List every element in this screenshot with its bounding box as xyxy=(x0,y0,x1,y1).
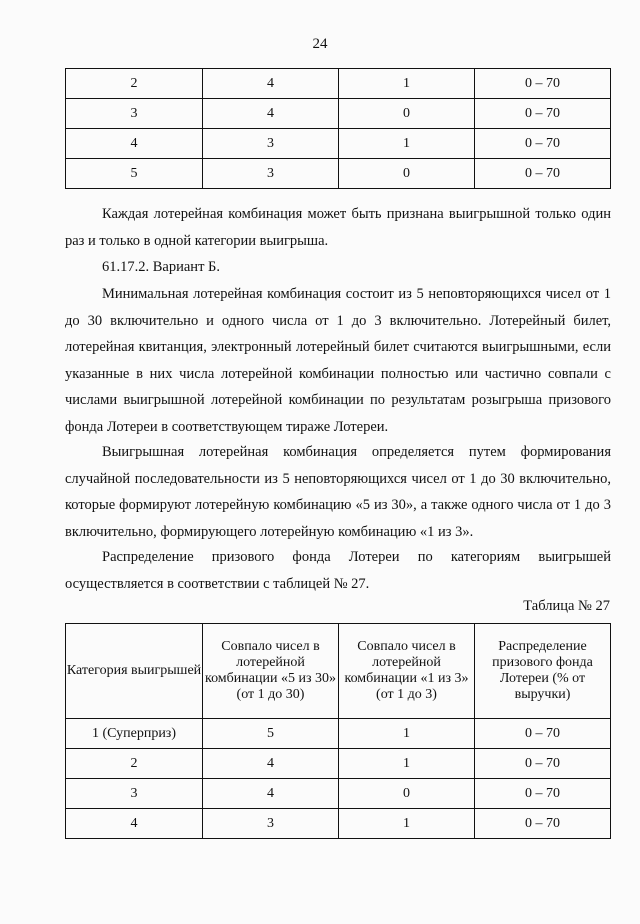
table-cell: 0 – 70 xyxy=(475,159,611,189)
table-row xyxy=(66,719,611,749)
paragraph-minimal-combination: Минимальная лотерейная комбинация состоит из 5 неповторяющихся чисел от 1 до 30 включительно и одного числа от 1 до 3 включительно. Лотерейный билет, лотерейная квитанция, электронный лотерейный билет считаются выигрышными, если указанные в них числа лотерейной комбинации полностью или частично совпали с числами выигрышной лотерейной комбинации по результатам розыгрыша призового фонда Лотереи в соответствующем тираже Лотереи. xyxy=(65,286,611,435)
table-row xyxy=(66,779,611,809)
table-cell: 1 xyxy=(339,719,475,749)
table-cell: 0 – 70 xyxy=(475,779,611,809)
table-row xyxy=(66,99,611,129)
header-matched-5-of-30: Совпало чисел в лотерейной комбинации «5 из 30» (от 1 до 30) xyxy=(203,624,339,719)
header-matched-1-of-3: Совпало чисел в лотерейной комбинации «1 из 3» (от 1 до 3) xyxy=(339,624,475,719)
table-cell: 0 – 70 xyxy=(475,129,611,159)
header-category: Категория выигрышей xyxy=(66,624,203,719)
table-cell: 5 xyxy=(203,719,339,749)
table-cell: 4 xyxy=(66,129,203,159)
table-cell: 1 xyxy=(339,809,475,839)
table-cell: 4 xyxy=(66,809,203,839)
table-caption: Таблица № 27 xyxy=(523,598,610,614)
table-cell: 1 (Суперприз) xyxy=(66,719,203,749)
table-cell: 3 xyxy=(66,99,203,129)
table-cell: 5 xyxy=(66,159,203,189)
table-cell: 4 xyxy=(203,749,339,779)
table-cell: 0 – 70 xyxy=(475,719,611,749)
table-cell: 3 xyxy=(203,159,339,189)
table-cell: 2 xyxy=(66,69,203,99)
table-cell: 2 xyxy=(66,749,203,779)
table-row xyxy=(66,809,611,839)
table-cell: 4 xyxy=(203,779,339,809)
table-cell: 0 – 70 xyxy=(475,69,611,99)
page-number: 24 xyxy=(312,36,328,52)
table-cell: 3 xyxy=(203,129,339,159)
table-cell: 0 – 70 xyxy=(475,809,611,839)
table-row xyxy=(66,129,611,159)
table-row xyxy=(66,69,611,99)
table-cell: 4 xyxy=(203,69,339,99)
table-cell: 1 xyxy=(339,749,475,779)
table-cell: 0 xyxy=(339,159,475,189)
table-cell: 1 xyxy=(339,69,475,99)
table-row xyxy=(66,749,611,779)
table-cell: 0 – 70 xyxy=(475,749,611,779)
header-prize-distribution: Распределение призового фонда Лотереи (% от выручки) xyxy=(475,624,611,719)
table-cell: 0 – 70 xyxy=(475,99,611,129)
table-cell: 0 xyxy=(339,99,475,129)
table-cell: 3 xyxy=(66,779,203,809)
paragraph-prize-distribution: Распределение призового фонда Лотереи по категориям выигрышей осуществляется в соответствии с таблицей № 27. xyxy=(65,549,611,592)
table-cell: 0 xyxy=(339,779,475,809)
table-cell: 3 xyxy=(203,809,339,839)
table-cell: 4 xyxy=(203,99,339,129)
prize-table-continued xyxy=(65,68,611,189)
paragraph-one-win-rule: Каждая лотерейная комбинация может быть признана выигрышной только один раз и только в одной категории выигрыша. xyxy=(65,206,611,249)
table-row xyxy=(66,159,611,189)
paragraph-variant-b-heading: 61.17.2. Вариант Б. xyxy=(102,259,220,275)
paragraph-winning-combination: Выигрышная лотерейная комбинация определяется путем формирования случайной последовательности из 5 неповторяющихся чисел от 1 до 30 включительно, которые формируют лотерейную комбинацию «5 из 30», а также одного числа от 1 до 3 включительно, формирующего лотерейную комбинацию «1 из 3». xyxy=(65,444,611,540)
table-cell: 1 xyxy=(339,129,475,159)
table-27 xyxy=(65,623,611,839)
